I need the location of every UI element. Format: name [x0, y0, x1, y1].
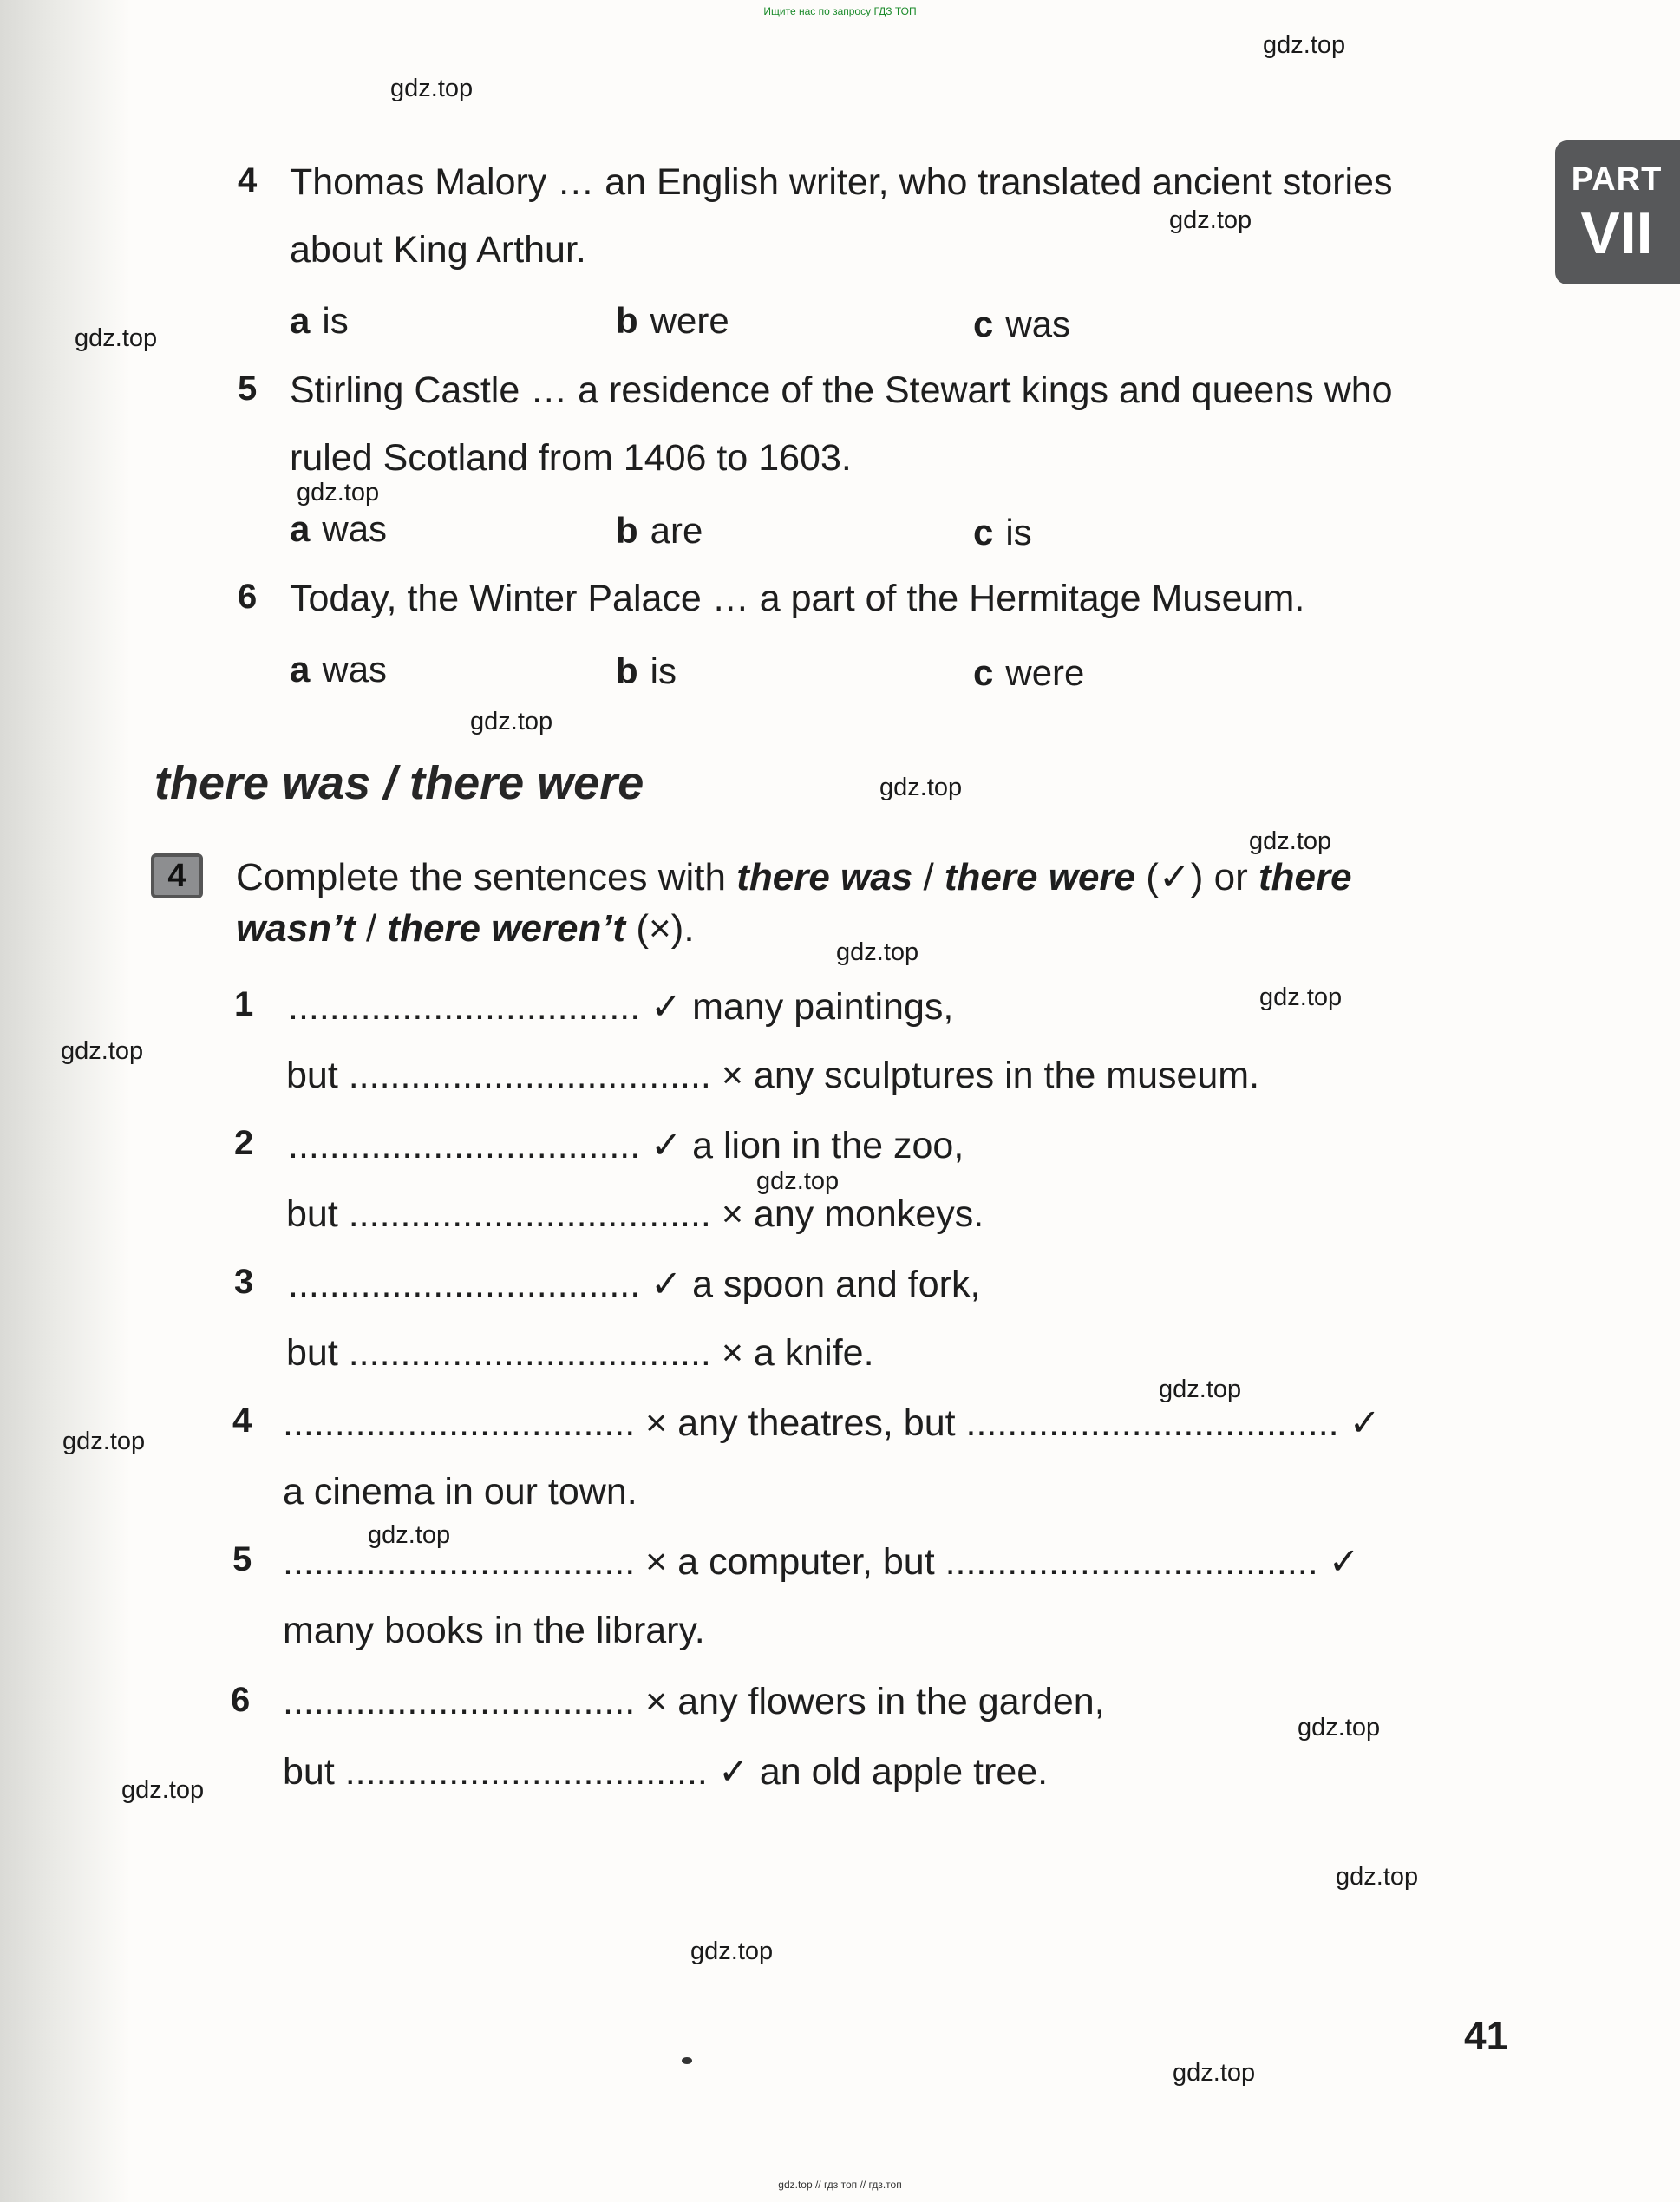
answer-blank[interactable]: ..................................: [288, 1125, 641, 1166]
answer-blank[interactable]: ..................................: [288, 986, 641, 1028]
item-number: 2: [234, 1124, 254, 1162]
watermark: gdz.top: [1169, 206, 1252, 234]
watermark: gdz.top: [121, 1776, 205, 1804]
watermark: gdz.top: [1263, 31, 1346, 59]
exercise-instructions: Complete the sentences with there was / there were (✓) or there: [236, 856, 1352, 898]
cross-mark: ×: [721, 1055, 743, 1096]
part-label: PART: [1571, 161, 1663, 198]
option-a: a was: [290, 649, 388, 689]
answer-blank[interactable]: ...................................: [348, 1055, 711, 1096]
item-number: 4: [232, 1402, 252, 1440]
cross-mark: ×: [721, 1193, 743, 1235]
answer-blank[interactable]: ..................................: [283, 1681, 636, 1722]
answer-blank[interactable]: ...................................: [348, 1332, 711, 1374]
option-b: b is: [616, 650, 677, 691]
sentence-line: but ................................... ✓ an old apple tree.: [283, 1751, 1049, 1793]
watermark: gdz.top: [756, 1167, 840, 1195]
part-numeral: VII: [1580, 200, 1653, 266]
check-mark: ✓: [717, 1751, 749, 1793]
watermark: gdz.top: [1159, 1375, 1242, 1403]
option-b: b are: [616, 510, 703, 551]
sentence-line: .................................. × any theatres, but .................................... ✓: [283, 1402, 1381, 1444]
option-a: a was: [290, 508, 388, 549]
watermark: gdz.top: [1298, 1714, 1381, 1741]
check-mark: ✓: [1349, 1402, 1381, 1444]
watermark: gdz.top: [390, 75, 474, 102]
exercise-number-badge: 4: [151, 853, 203, 898]
part-tab: [1555, 140, 1680, 284]
answer-blank[interactable]: ..................................: [283, 1402, 636, 1444]
option-b: b were: [616, 300, 729, 341]
question-text: Thomas Malory … an English writer, who translated ancient stories: [290, 161, 1393, 203]
check-mark: ✓: [650, 1264, 683, 1305]
top-banner: Ищите нас по запросу ГДЗ ТОП: [763, 5, 917, 17]
option-a: a is: [290, 300, 349, 341]
question-text: ruled Scotland from 1406 to 1603.: [290, 437, 852, 479]
watermark: gdz.top: [836, 938, 919, 966]
watermark: gdz.top: [61, 1037, 144, 1065]
watermark: gdz.top: [879, 774, 963, 801]
sentence-line: .................................. ✓ many paintings,: [288, 986, 954, 1028]
watermark: gdz.top: [690, 1937, 774, 1965]
item-number: 1: [234, 985, 254, 1023]
watermark: gdz.top: [297, 479, 380, 506]
item-number: 4: [238, 161, 258, 199]
cross-mark: ×: [645, 1541, 668, 1583]
watermark: gdz.top: [75, 324, 158, 352]
sentence-line: many books in the library.: [283, 1610, 705, 1651]
item-number: 6: [231, 1681, 251, 1719]
cross-mark: ×: [645, 1402, 668, 1444]
watermark: gdz.top: [1259, 983, 1343, 1011]
answer-blank[interactable]: ..................................: [288, 1264, 641, 1305]
question-text: about King Arthur.: [290, 229, 586, 271]
question-text: Today, the Winter Palace … a part of the Hermitage Museum.: [290, 578, 1305, 619]
answer-blank[interactable]: ...................................: [348, 1193, 711, 1235]
check-mark: ✓: [650, 1125, 683, 1166]
watermark: gdz.top: [470, 708, 553, 735]
sentence-line: a cinema in our town.: [283, 1471, 637, 1513]
watermark: gdz.top: [1249, 827, 1332, 855]
sentence-line: but ................................... × any sculptures in the museum.: [286, 1055, 1260, 1096]
sentence-line: .................................. × a computer, but .................................... ✓: [283, 1541, 1360, 1583]
item-number: 6: [238, 578, 258, 616]
answer-blank[interactable]: ..................................: [283, 1541, 636, 1583]
answer-blank[interactable]: ...................................: [344, 1751, 708, 1793]
watermark: gdz.top: [368, 1521, 451, 1549]
item-number: 5: [238, 369, 258, 408]
answer-blank[interactable]: ....................................: [965, 1402, 1339, 1444]
watermark: gdz.top: [1173, 2059, 1256, 2087]
question-text: Stirling Castle … a residence of the Stewart kings and queens who: [290, 369, 1393, 411]
sentence-line: but ................................... × a knife.: [286, 1332, 874, 1374]
section-heading: there was / there were: [154, 757, 644, 809]
option-c: c is: [973, 512, 1032, 552]
watermark: gdz.top: [1336, 1863, 1419, 1891]
option-c: c were: [973, 652, 1085, 693]
cross-mark: ×: [645, 1681, 668, 1722]
cross-mark: ×: [721, 1332, 743, 1374]
sentence-line: .................................. ✓ a lion in the zoo,: [288, 1125, 964, 1166]
sentence-line: .................................. ✓ a spoon and fork,: [288, 1264, 981, 1305]
page-number: 41: [1464, 2013, 1509, 2058]
check-mark: ✓: [1328, 1541, 1360, 1583]
ink-speck: [682, 2057, 692, 2064]
exercise-instructions-line2: wasn’t / there weren’t (×).: [236, 907, 695, 950]
item-number: 5: [232, 1540, 252, 1578]
answer-blank[interactable]: ....................................: [945, 1541, 1318, 1583]
watermark: gdz.top: [62, 1428, 146, 1455]
sentence-line: but ................................... × any monkeys.: [286, 1193, 984, 1235]
item-number: 3: [234, 1263, 254, 1301]
sentence-line: .................................. × any flowers in the garden,: [283, 1681, 1105, 1722]
footer-watermark: gdz.top // гдз топ // гдз.топ: [778, 2179, 902, 2191]
check-mark: ✓: [650, 986, 683, 1028]
option-c: c was: [973, 304, 1071, 344]
